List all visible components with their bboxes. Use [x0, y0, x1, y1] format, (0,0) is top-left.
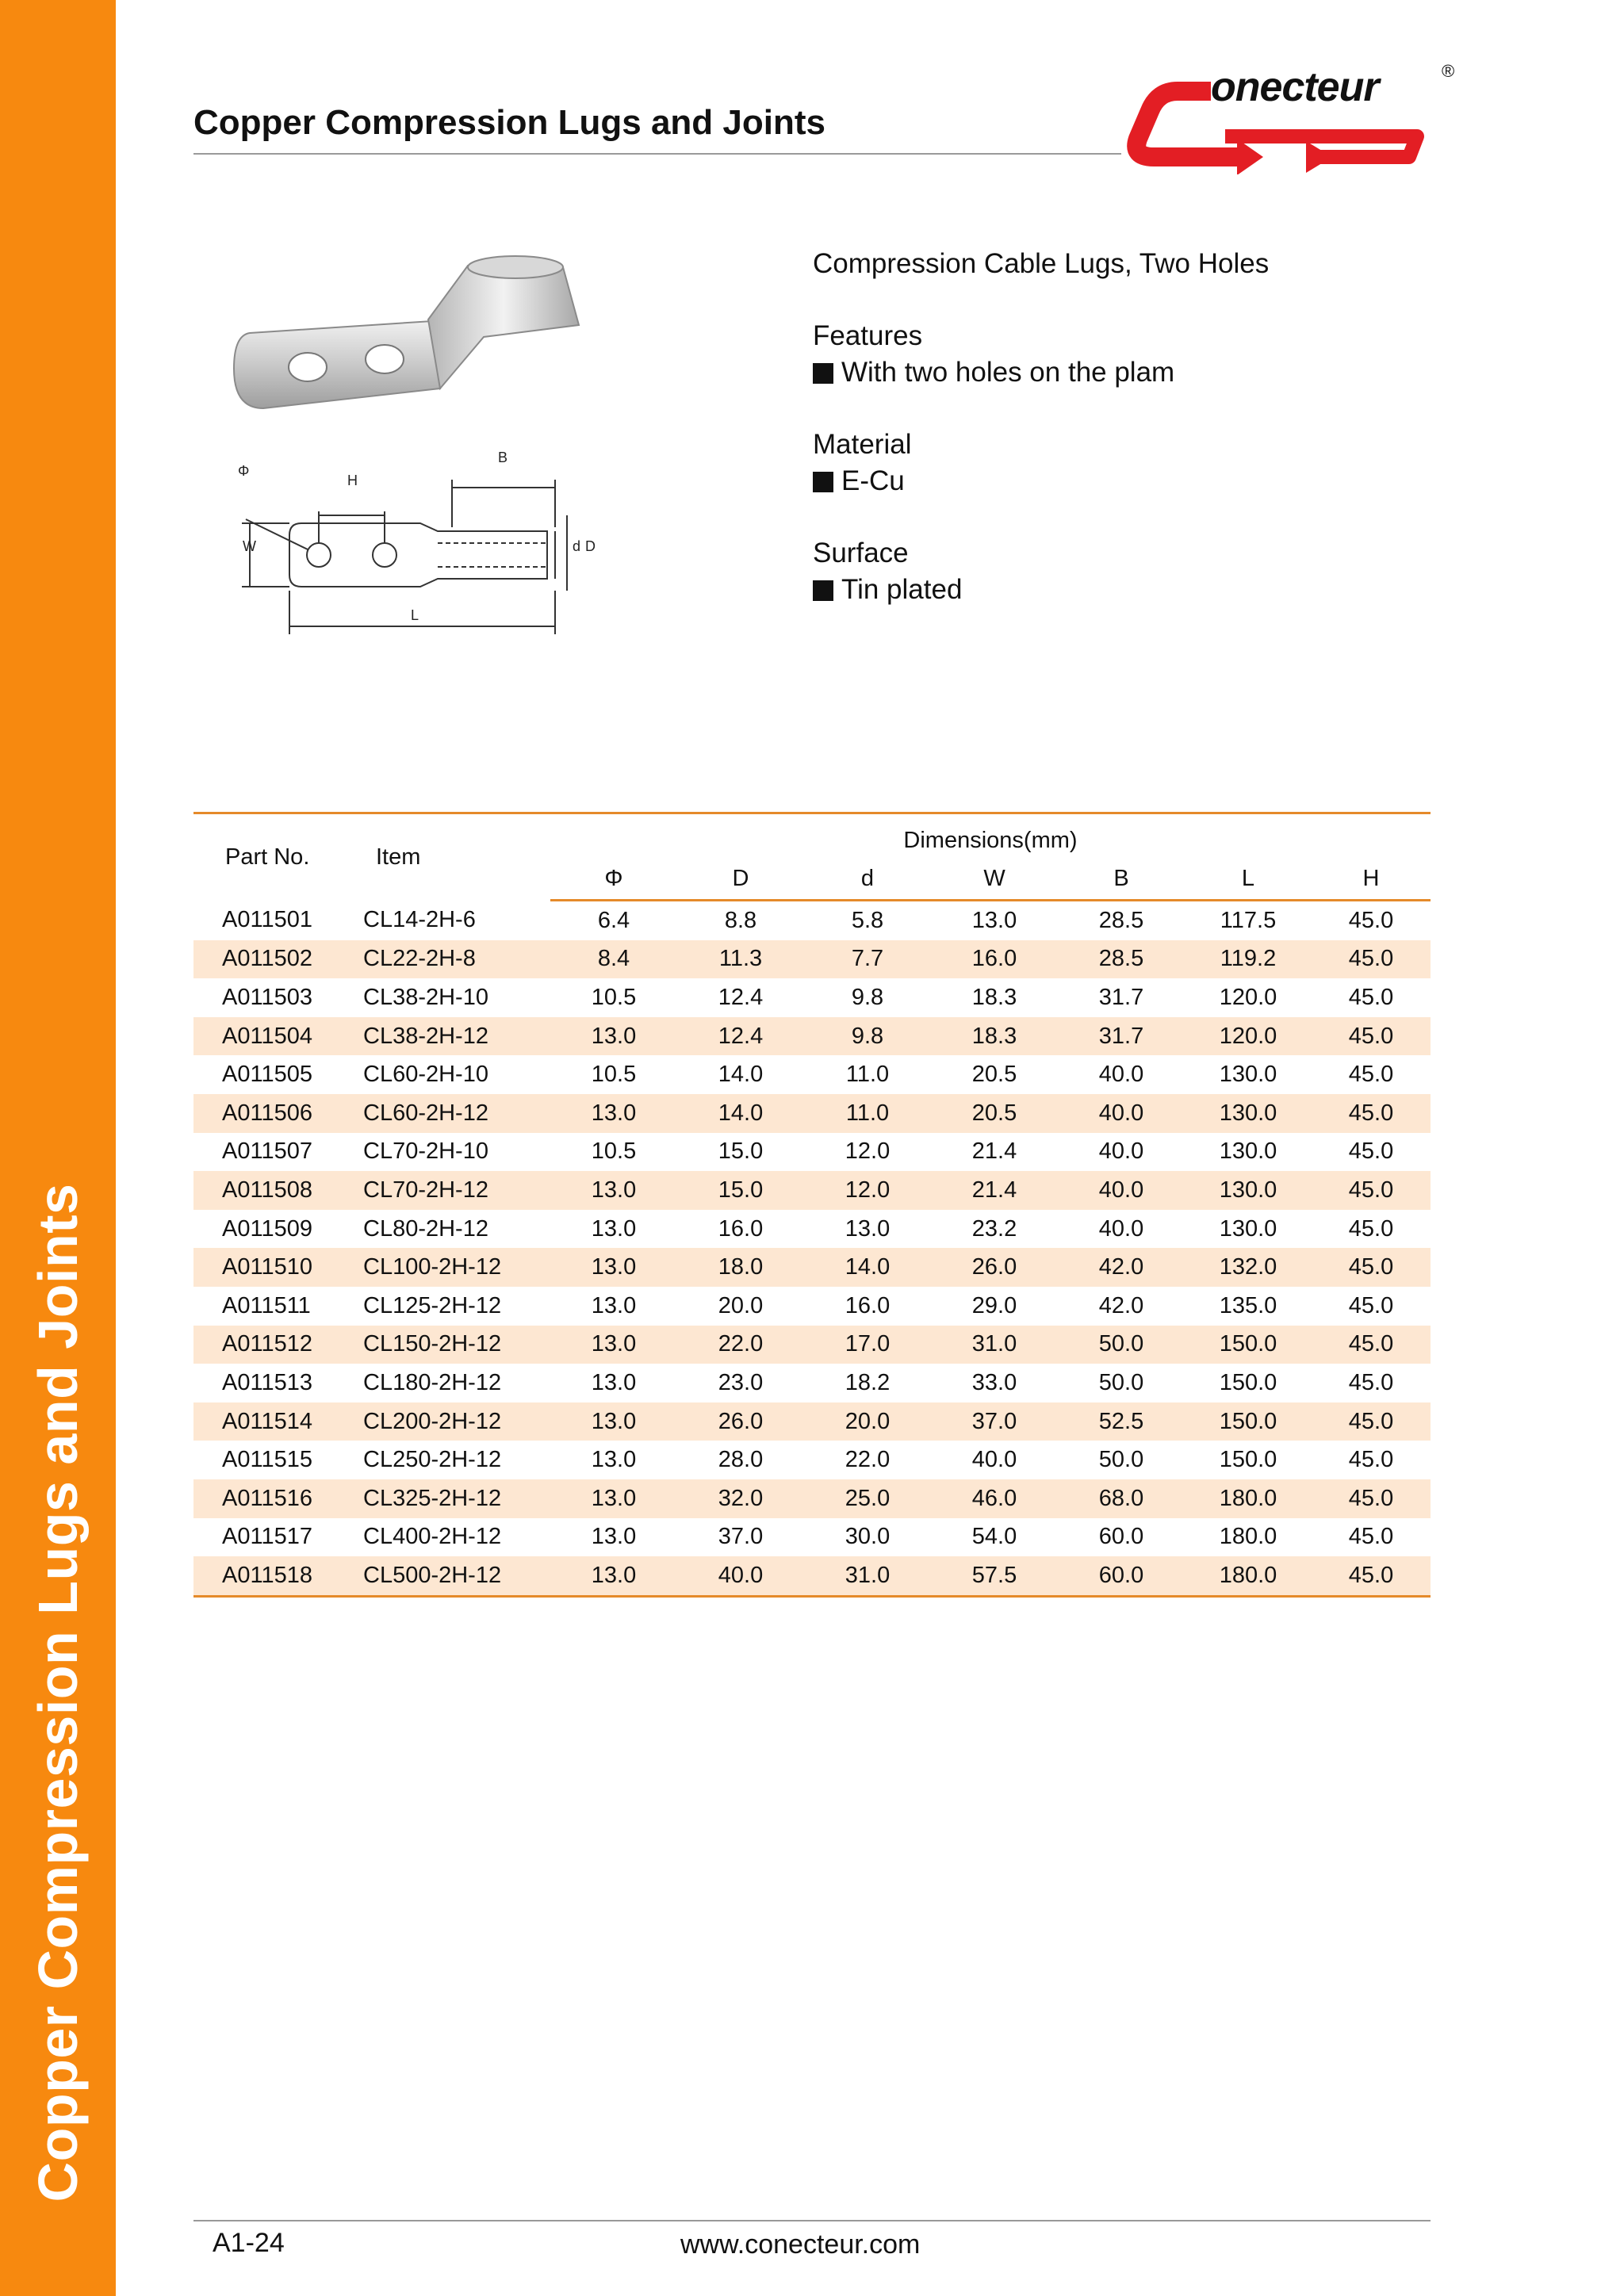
dimension-cell: 20.0	[718, 1292, 764, 1318]
item-cell: CL150-2H-12	[344, 1326, 550, 1364]
feature-item	[813, 354, 1269, 391]
dimension-cell: 68.0	[1058, 1479, 1185, 1518]
item-cell: CL22-2H-8	[344, 940, 550, 979]
dimension-cell: 16.0	[718, 1215, 764, 1242]
table-row	[193, 940, 1431, 979]
dimension-cell: 12.0	[804, 1171, 931, 1210]
dimension-cell: 45.0	[1348, 1215, 1394, 1242]
dimension-cell: 23.0	[718, 1369, 764, 1395]
page-title: Copper Compression Lugs and Joints	[193, 103, 825, 142]
part-number-cell: A011502	[193, 940, 344, 979]
material-item	[813, 463, 1269, 499]
dimension-cell: 9.8	[804, 1017, 931, 1056]
header-item: Item	[344, 813, 550, 901]
diagram-label-small-d: d	[573, 538, 581, 554]
item-cell: CL325-2H-12	[344, 1479, 550, 1518]
item-cell: CL38-2H-12	[344, 1017, 550, 1056]
dimension-cell: 13.0	[591, 1524, 637, 1550]
table-body	[193, 901, 1431, 1597]
spec-table	[193, 812, 1431, 1598]
item-cell: CL125-2H-12	[363, 1292, 502, 1318]
header-dim-col: L	[1185, 859, 1312, 901]
table-row	[193, 1248, 1431, 1287]
dimension-cell: 45.0	[1312, 1094, 1431, 1133]
dimension-cell: 45.0	[1348, 1447, 1394, 1473]
dimension-cell: 13.0	[591, 1369, 637, 1395]
dimension-cell: 60.0	[1058, 1556, 1185, 1596]
dimension-cell: 45.0	[1348, 1292, 1394, 1318]
dimension-cell: 150.0	[1219, 1447, 1277, 1473]
dimension-cell: 37.0	[931, 1402, 1058, 1441]
part-number-cell: A011501	[222, 907, 312, 933]
square-bullet-icon	[813, 580, 833, 601]
dimension-cell: 130.0	[1185, 1171, 1312, 1210]
material-heading: Material	[813, 429, 912, 460]
dimension-cell: 10.5	[591, 1138, 637, 1165]
dimension-cell: 28.5	[1098, 907, 1144, 933]
dimension-cell: 13.0	[845, 1215, 891, 1242]
dimension-cell: 12.0	[845, 1138, 891, 1165]
item-cell: CL100-2H-12	[344, 1248, 550, 1287]
dimension-cell: 18.3	[971, 984, 1017, 1010]
material-text: E-Cu	[841, 465, 905, 496]
dimension-cell: 130.0	[1185, 1094, 1312, 1133]
dimension-cell: 33.0	[971, 1369, 1017, 1395]
header-dimensions: Dimensions(mm)	[550, 813, 1431, 859]
dimension-cell: 45.0	[1348, 1369, 1394, 1395]
dimension-cell: 20.5	[931, 1094, 1058, 1133]
part-number-cell: A011511	[222, 1292, 311, 1318]
dimension-cell: 10.5	[591, 1062, 637, 1088]
surface-text: Tin plated	[841, 574, 963, 605]
dimension-cell: 18.2	[845, 1369, 891, 1395]
dimension-cell: 40.0	[1098, 1215, 1144, 1242]
header-dim-col: W	[931, 859, 1058, 901]
dimension-cell: 31.0	[804, 1556, 931, 1596]
dimension-cell: 7.7	[804, 940, 931, 979]
dimension-cell: 15.0	[677, 1171, 804, 1210]
dimension-cell: 20.5	[971, 1062, 1017, 1088]
part-number-cell: A011517	[222, 1524, 312, 1550]
dimension-cell: 150.0	[1219, 1369, 1277, 1395]
diagram-label-big-d: D	[585, 538, 596, 554]
dimension-cell: 8.8	[724, 907, 757, 933]
diagram-label-l: L	[411, 607, 419, 623]
table-row	[193, 1556, 1431, 1596]
logo-wordmark: onecteur	[1211, 64, 1379, 110]
item-cell: CL500-2H-12	[344, 1556, 550, 1596]
dimension-cell: 130.0	[1219, 1138, 1277, 1165]
part-number-cell: A011507	[222, 1138, 312, 1165]
dimension-cell: 13.0	[550, 1326, 677, 1364]
header-dim-col: H	[1312, 859, 1431, 901]
part-number-cell: A011510	[193, 1248, 344, 1287]
dimension-cell: 130.0	[1219, 1062, 1277, 1088]
page-number: A1-24	[213, 2228, 285, 2258]
dimension-cell: 46.0	[931, 1479, 1058, 1518]
diagram-label-h: H	[347, 473, 358, 488]
dimension-cell: 21.4	[971, 1138, 1017, 1165]
dimension-cell: 14.0	[677, 1094, 804, 1133]
dimension-cell: 57.5	[931, 1556, 1058, 1596]
dimension-cell: 11.3	[677, 940, 804, 979]
dimension-cell: 18.0	[677, 1248, 804, 1287]
footer-url: www.conecteur.com	[680, 2229, 921, 2260]
header-part-no: Part No.	[193, 813, 344, 901]
dimension-cell: 120.0	[1219, 984, 1277, 1010]
item-cell: CL70-2H-12	[344, 1171, 550, 1210]
dimension-cell: 11.0	[845, 1062, 890, 1088]
part-number-cell: A011514	[193, 1402, 344, 1441]
features-heading: Features	[813, 320, 923, 351]
dimension-cell: 45.0	[1312, 1326, 1431, 1364]
dimension-cell: 17.0	[804, 1326, 931, 1364]
dimension-cell: 117.5	[1220, 907, 1277, 933]
part-number-cell: A011506	[193, 1094, 344, 1133]
dimension-cell: 40.0	[971, 1447, 1017, 1473]
part-number-cell: A011505	[222, 1062, 312, 1088]
dimension-cell: 45.0	[1312, 1017, 1431, 1056]
diagram-label-phi: Φ	[238, 463, 250, 479]
dimension-cell: 130.0	[1219, 1215, 1277, 1242]
dimension-cell: 54.0	[971, 1524, 1017, 1550]
dimension-cell: 30.0	[845, 1524, 891, 1550]
product-title: Compression Cable Lugs, Two Holes	[813, 248, 1270, 279]
dimension-cell: 45.0	[1348, 1062, 1394, 1088]
square-bullet-icon	[813, 363, 833, 384]
table-row	[193, 1094, 1431, 1133]
dimension-cell: 13.0	[550, 1094, 677, 1133]
dimension-cell: 13.0	[591, 1447, 637, 1473]
dimension-cell: 60.0	[1098, 1524, 1144, 1550]
dimension-cell: 29.0	[971, 1292, 1017, 1318]
dimension-cell: 180.0	[1185, 1556, 1312, 1596]
diagram-label-b: B	[498, 450, 508, 465]
dimension-cell: 8.4	[550, 940, 677, 979]
dimension-cell: 180.0	[1219, 1524, 1277, 1550]
dimension-cell: 45.0	[1312, 1479, 1431, 1518]
item-cell: CL60-2H-10	[363, 1062, 488, 1088]
dimension-cell: 50.0	[1058, 1326, 1185, 1364]
table-row	[193, 1441, 1431, 1479]
dimension-cell: 13.0	[550, 1248, 677, 1287]
table-row	[193, 1326, 1431, 1364]
dimension-cell: 37.0	[718, 1524, 764, 1550]
brand-logo	[1122, 61, 1455, 174]
dimension-cell: 5.8	[851, 907, 884, 933]
registered-mark: ®	[1442, 61, 1455, 81]
table-row	[193, 1364, 1431, 1402]
part-number-cell: A011513	[222, 1369, 312, 1395]
table-row	[193, 1402, 1431, 1441]
item-cell: CL38-2H-10	[363, 984, 488, 1010]
item-cell: CL60-2H-12	[344, 1094, 550, 1133]
dimension-cell: 11.0	[804, 1094, 931, 1133]
dimension-cell: 42.0	[1058, 1248, 1185, 1287]
dimension-cell: 45.0	[1312, 1171, 1431, 1210]
dimension-cell: 22.0	[677, 1326, 804, 1364]
dimension-cell: 31.7	[1058, 1017, 1185, 1056]
feature-text: With two holes on the plam	[841, 357, 1175, 388]
item-cell: CL200-2H-12	[344, 1402, 550, 1441]
table-row	[193, 1210, 1431, 1249]
dimension-cell: 45.0	[1312, 1248, 1431, 1287]
dimension-cell: 15.0	[718, 1138, 764, 1165]
item-cell: CL70-2H-10	[363, 1138, 488, 1165]
dimension-cell: 13.0	[550, 1479, 677, 1518]
table-row	[193, 978, 1431, 1017]
dimension-cell: 135.0	[1219, 1292, 1277, 1318]
item-cell: CL80-2H-12	[363, 1215, 488, 1242]
dimension-cell: 20.0	[804, 1402, 931, 1441]
dimension-cell: 32.0	[677, 1479, 804, 1518]
header-dim-col: Φ	[550, 859, 677, 901]
dimension-cell: 40.0	[677, 1556, 804, 1596]
dimension-cell: 6.4	[597, 907, 630, 933]
dimension-cell: 28.0	[718, 1447, 764, 1473]
dimension-cell: 45.0	[1348, 1138, 1394, 1165]
part-number-cell: A011509	[222, 1215, 312, 1242]
dimension-cell: 132.0	[1185, 1248, 1312, 1287]
table-row	[193, 901, 1431, 940]
surface-section	[813, 535, 1269, 608]
dimension-cell: 45.0	[1312, 940, 1431, 979]
item-cell: CL250-2H-12	[363, 1447, 502, 1473]
dimension-cell: 16.0	[931, 940, 1058, 979]
dimension-cell: 40.0	[1058, 1094, 1185, 1133]
dimension-cell: 13.0	[971, 907, 1017, 933]
side-banner	[0, 0, 116, 2296]
part-number-cell: A011516	[193, 1479, 344, 1518]
table-row	[193, 1055, 1431, 1094]
dimension-cell: 26.0	[677, 1402, 804, 1441]
dimension-cell: 40.0	[1098, 1138, 1144, 1165]
table-row	[193, 1017, 1431, 1056]
dimension-cell: 23.2	[971, 1215, 1017, 1242]
dimension-cell: 14.0	[804, 1248, 931, 1287]
item-cell: CL14-2H-6	[363, 907, 476, 933]
dimension-cell: 12.4	[718, 984, 764, 1010]
part-number-cell: A011508	[193, 1171, 344, 1210]
diagram-label-w: W	[243, 538, 256, 554]
side-banner-title: Copper Compression Lugs and Joints	[27, 1183, 89, 2202]
dimension-cell: 45.0	[1348, 1524, 1394, 1550]
dimension-cell: 13.0	[550, 1402, 677, 1441]
surface-item	[813, 572, 1269, 608]
dimension-cell: 120.0	[1185, 1017, 1312, 1056]
part-number-cell: A011515	[222, 1447, 312, 1473]
dimension-cell: 12.4	[677, 1017, 804, 1056]
dimension-cell: 50.0	[1098, 1447, 1144, 1473]
part-number-cell: A011504	[193, 1017, 344, 1056]
dimension-cell: 180.0	[1185, 1479, 1312, 1518]
header-dim-col: D	[677, 859, 804, 901]
table-row	[193, 1133, 1431, 1172]
product-info	[813, 246, 1269, 644]
cable-lug-drawing	[230, 250, 626, 666]
dimension-cell: 52.5	[1058, 1402, 1185, 1441]
features-section	[813, 318, 1269, 391]
square-bullet-icon	[813, 472, 833, 492]
dimension-cell: 45.0	[1312, 1402, 1431, 1441]
dimension-cell: 50.0	[1098, 1369, 1144, 1395]
surface-heading: Surface	[813, 538, 909, 568]
dimension-cell: 10.5	[591, 984, 637, 1010]
header-divider	[193, 153, 1121, 155]
dimension-cell: 14.0	[718, 1062, 764, 1088]
material-section	[813, 427, 1269, 499]
dimension-cell: 22.0	[845, 1447, 891, 1473]
item-cell: CL400-2H-12	[363, 1524, 502, 1550]
dimension-cell: 25.0	[804, 1479, 931, 1518]
dimension-cell: 13.0	[550, 1171, 677, 1210]
part-number-cell: A011512	[193, 1326, 344, 1364]
dimension-cell: 13.0	[550, 1556, 677, 1596]
table-row	[193, 1287, 1431, 1326]
product-illustration	[230, 250, 626, 666]
part-number-cell: A011518	[193, 1556, 344, 1596]
dimension-cell: 18.3	[931, 1017, 1058, 1056]
header-dim-col: d	[804, 859, 931, 901]
dimension-cell: 42.0	[1098, 1292, 1144, 1318]
table-row	[193, 1171, 1431, 1210]
dimension-cell: 150.0	[1185, 1402, 1312, 1441]
dimension-cell: 45.0	[1348, 907, 1394, 933]
header-dim-col: B	[1058, 859, 1185, 901]
dimension-cell: 28.5	[1058, 940, 1185, 979]
dimension-cell: 45.0	[1312, 1556, 1431, 1596]
part-number-cell: A011503	[222, 984, 312, 1010]
dimension-cell: 40.0	[1098, 1062, 1144, 1088]
dimension-cell: 26.0	[931, 1248, 1058, 1287]
item-cell: CL180-2H-12	[363, 1369, 502, 1395]
dimension-cell: 45.0	[1348, 984, 1394, 1010]
table-row	[193, 1518, 1431, 1557]
dimension-cell: 40.0	[1058, 1171, 1185, 1210]
dimension-cell: 9.8	[851, 984, 884, 1010]
dimension-cell: 16.0	[845, 1292, 891, 1318]
dimension-cell: 119.2	[1185, 940, 1312, 979]
footer-divider	[193, 2220, 1431, 2221]
dimension-cell: 150.0	[1185, 1326, 1312, 1364]
dimension-cell: 13.0	[550, 1017, 677, 1056]
dimension-cell: 13.0	[591, 1215, 637, 1242]
dimension-cell: 31.7	[1098, 984, 1144, 1010]
table-row	[193, 1479, 1431, 1518]
dimension-cell: 13.0	[591, 1292, 637, 1318]
dimension-cell: 31.0	[931, 1326, 1058, 1364]
dimension-cell: 21.4	[931, 1171, 1058, 1210]
